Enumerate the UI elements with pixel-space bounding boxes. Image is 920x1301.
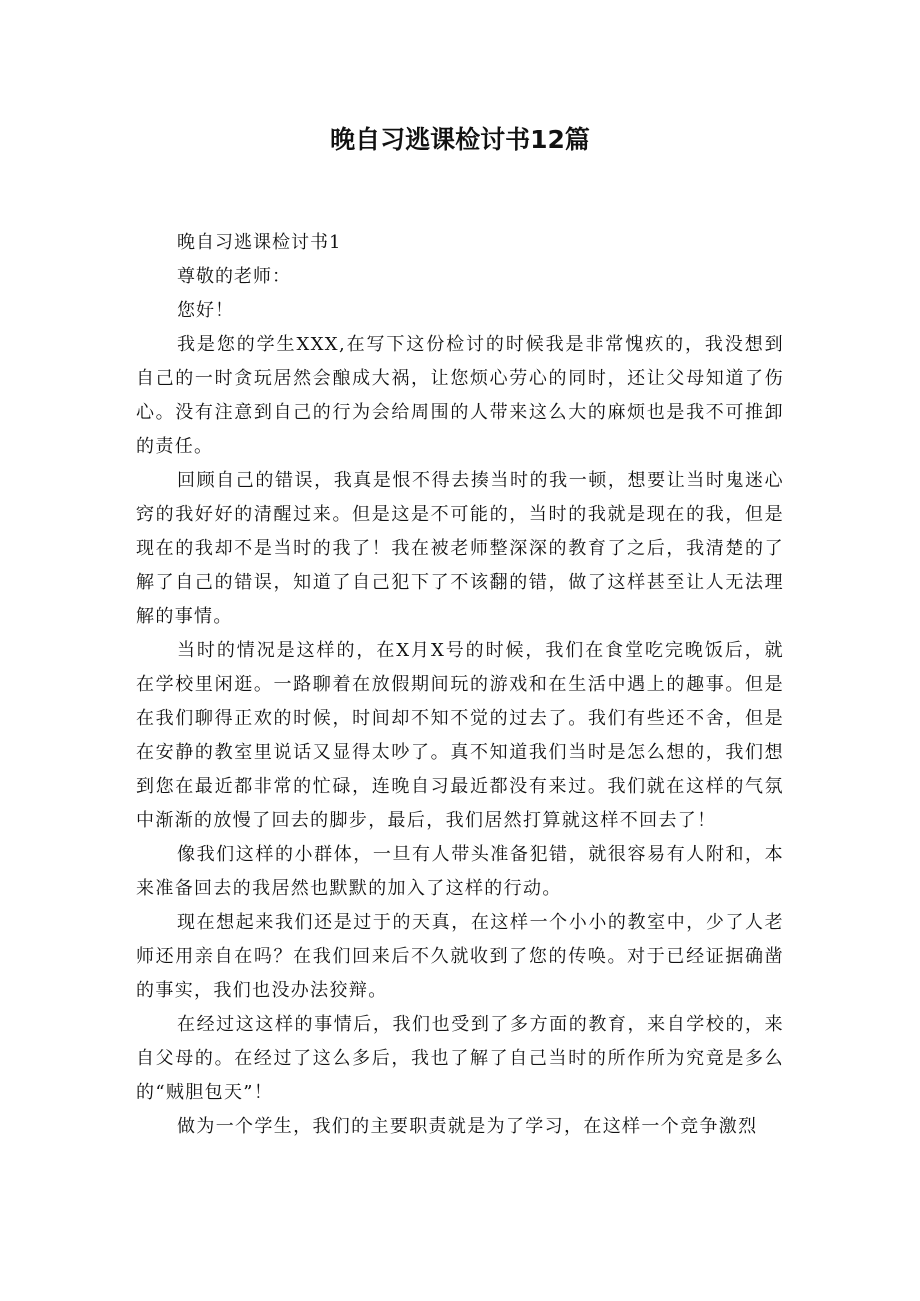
paragraph: 我是您的学生XXX,在写下这份检讨的时候我是非常愧疚的，我没想到自己的一时贪玩居然会酿成大祸，让您烦心劳心的同时，还让父母知道了伤心。没有注意到自己的行为会给周围的人带来这么大的麻烦也是我不可推卸的责任。: [136, 334, 784, 457]
paragraph: 现在想起来我们还是过于的天真，在这样一个小小的教室中，少了人老师还用亲自在吗？在我们回来后不久就收到了您的传唤。对于已经证据确凿的事实，我们也没办法狡辩。: [136, 912, 784, 1001]
paragraph: 当时的情况是这样的，在X月X号的时候，我们在食堂吃完晚饭后，就在学校里闲逛。一路聊着在放假期间玩的游戏和在生活中遇上的趣事。但是在我们聊得正欢的时候，时间却不知不觉的过去了。我们有些还不舍，但是在安静的教室里说话又显得太吵了。真不知道我们当时是怎么想的，我们想到您在最近都非常的忙碌，连晚自习最近都没有来过。我们就在这样的气氛中渐渐的放慢了回去的脚步，最后，我们居然打算就这样不回去了！: [136, 640, 784, 831]
paragraph: 回顾自己的错误，我真是恨不得去揍当时的我一顿，想要让当时鬼迷心窍的我好好的清醒过来。但是这是不可能的，当时的我就是现在的我，但是现在的我却不是当时的我了！我在被老师整深深的教育了之后，我清楚的了解了自己的错误，知道了自己犯下了不该翻的错，做了这样甚至让人无法理解的事情。: [136, 470, 784, 627]
section-heading: 晚自习逃课检讨书1: [177, 232, 342, 253]
document-title: 晚自习逃课检讨书12篇: [330, 125, 590, 154]
document-body: [136, 226, 784, 1144]
paragraph: 做为一个学生，我们的主要职责就是为了学习，在这样一个竞争激烈: [177, 1116, 758, 1137]
greeting: 您好！: [177, 300, 234, 321]
paragraph: 像我们这样的小群体，一旦有人带头准备犯错，就很容易有人附和，本来准备回去的我居然也默默的加入了这样的行动。: [136, 844, 784, 899]
salutation: 尊敬的老师：: [177, 266, 291, 287]
paragraph: 在经过这这样的事情后，我们也受到了多方面的教育，来自学校的，来自父母的。在经过了这么多后，我也了解了自己当时的所作所为究竟是多么的“贼胆包天”！: [136, 1014, 784, 1103]
